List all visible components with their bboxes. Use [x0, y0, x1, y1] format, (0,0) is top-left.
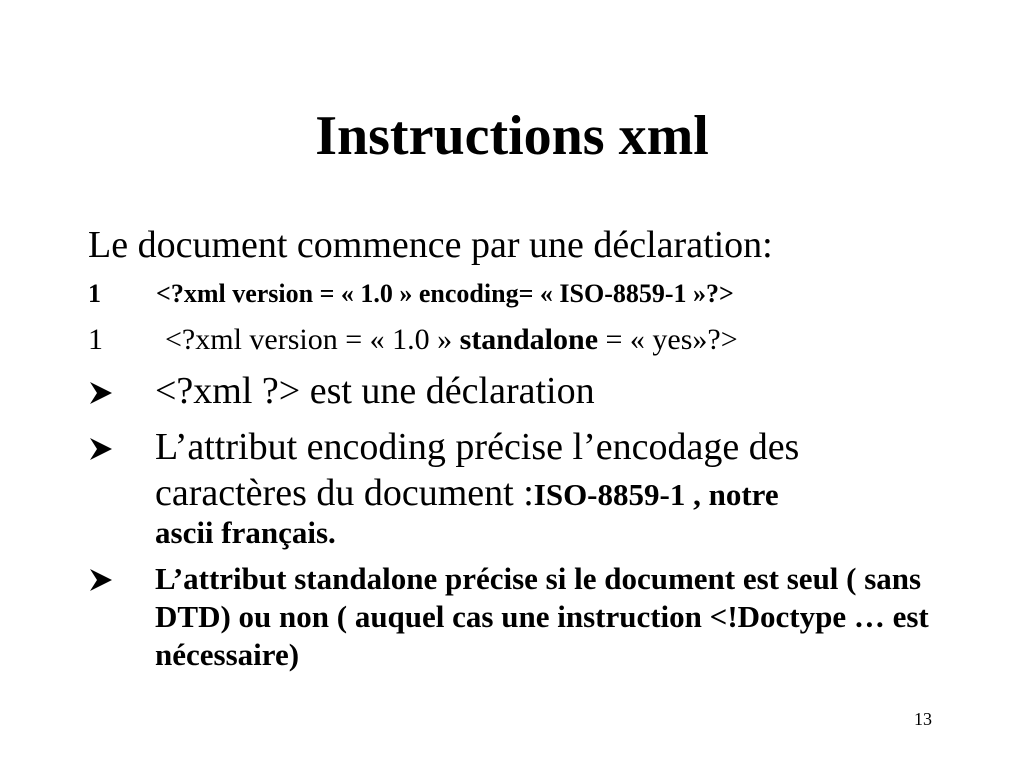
slide-title: Instructions xml: [315, 105, 709, 167]
intro-text: Le document commence par une déclaration:: [88, 224, 773, 266]
bullet-text: <?xml ?> est une déclaration: [155, 370, 595, 412]
code-text-before: <?xml version = « 1.0 »: [165, 323, 460, 356]
code-line-text: <?xml version = « 1.0 » encoding= « ISO-8859-1 »?>: [156, 279, 734, 308]
bullet-standalone: [88, 560, 948, 680]
bullet-text: L’attribut standalone précise si le document est seul ( sans DTD) ou non ( auquel cas une instruction <!Doctype … est nécessaire): [155, 561, 929, 672]
bullet-declaration: [88, 368, 948, 416]
arrow-bullet-icon: [88, 380, 114, 406]
bullet-text-line2-plain: caractères du document :: [155, 472, 534, 514]
arrow-bullet-icon: [88, 436, 114, 462]
bullet-text-line2-bold: ISO-8859-1 , notre: [533, 477, 779, 512]
code-line-text: [165, 322, 738, 358]
bullet-text-line3-bold: ascii français.: [155, 515, 336, 550]
bullet-text: [155, 424, 948, 552]
code-text-after: = « yes»?>: [598, 323, 738, 356]
page-number: 13: [914, 709, 932, 729]
code-line-number: 1: [88, 323, 103, 356]
code-keyword: standalone: [459, 323, 599, 356]
arrow-bullet-icon: [88, 567, 114, 593]
code-line-number: 1: [88, 279, 101, 308]
bullet-encoding: [88, 424, 948, 554]
bullet-text-line1: L’attribut encoding précise l’encodage des: [155, 426, 800, 468]
